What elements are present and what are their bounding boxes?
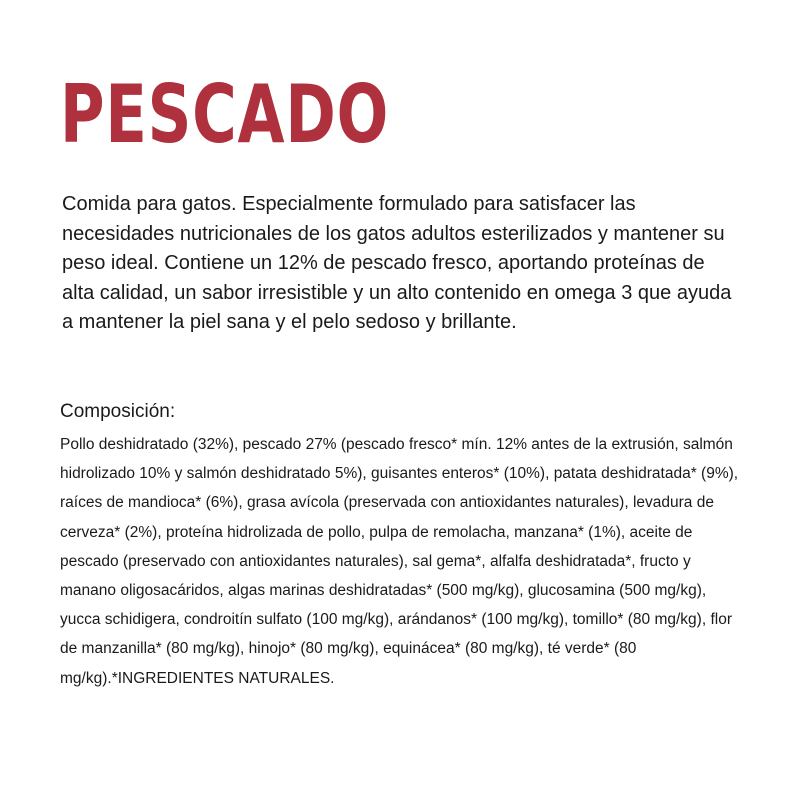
composition-heading: Composición: (60, 401, 176, 422)
product-title: PESCADO (60, 68, 390, 161)
ingredients-list: Pollo deshidratado (32%), pescado 27% (pescado fresco* mín. 12% antes de la extrusión, salmón hidrolizado 10% y salmón deshidratado 5%), guisantes enteros* (10%), patata deshidratada* (9%), raíces de mandioca* (6%), grasa avícola (preservada con antioxidantes naturales), levadura de cerveza* (2%), proteína hidrolizada de pollo, pulpa de remolacha, manzana* (1%), aceite de pescado (preservado con antioxidantes naturales), sal gema*, alfalfa deshidratada*, fructo y manano oligosacáridos, algas marinas deshidratadas* (500 mg/kg), glucosamina (500 mg/kg), yucca schidigera, condroitín sulfato (100 mg/kg), arándanos* (100 mg/kg), tomillo* (80 mg/kg), flor de manzanilla* (80 mg/kg), hinojo* (80 mg/kg), equinácea* (80 mg/kg), té verde* (80 mg/kg). (60, 436, 739, 687)
composition-text (60, 430, 750, 693)
natural-ingredients-note: *INGREDIENTES NATURALES. (111, 669, 335, 687)
product-description: Comida para gatos. Especialmente formulado para satisfacer las necesidades nutricionales de los gatos adultos esterilizados y mantener su peso ideal. Contiene un 12% de pescado fresco, aportando proteínas de alta calidad, un sabor irresistible y un alto contenido en omega 3 que ayuda a mantener la piel sana y el pelo sedoso y brillante. (62, 193, 732, 333)
